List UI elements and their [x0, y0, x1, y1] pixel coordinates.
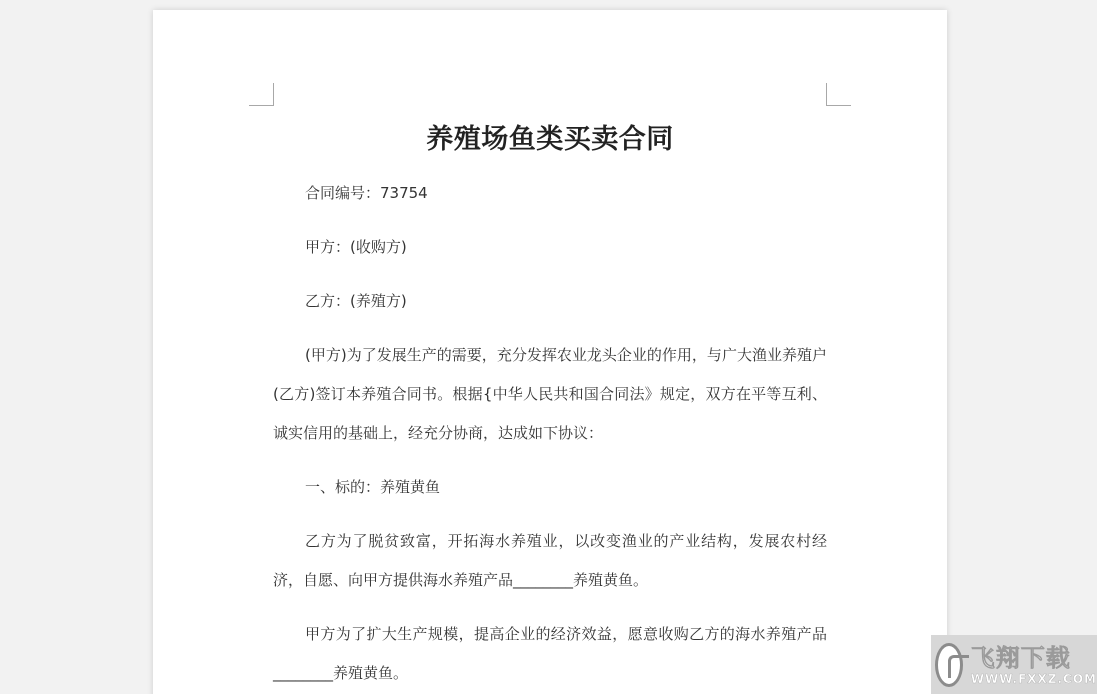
- document-title: 养殖场鱼类买卖合同: [426, 124, 674, 155]
- watermark-text: [971, 644, 1097, 686]
- watermark-text-cn: 飞翔下载: [970, 643, 1071, 672]
- party-b: 乙方：(养殖方): [305, 292, 407, 310]
- document-body: [273, 118, 827, 693]
- contract-number: 合同编号：73754: [305, 184, 428, 202]
- document-page: [153, 10, 947, 694]
- preamble-paragraph: (甲方)为了发展生产的需要，充分发挥农业龙头企业的作用，与广大渔业养殖户(乙方)签订本养殖合同书。根据{中华人民共和国合同法》规定，双方在平等互利、诚实信用的基础上，经充分协商，达成如下协议：: [273, 346, 827, 442]
- party-a-paragraph: 甲方为了扩大生产规模，提高企业的经济效益，愿意收购乙方的海水养殖产品________养殖黄鱼。: [273, 625, 827, 682]
- party-a: 甲方：(收购方): [305, 238, 407, 256]
- section-heading-subject: 一、标的：养殖黄鱼: [305, 478, 441, 496]
- crop-mark-top-left: [249, 83, 274, 106]
- crop-mark-top-right: [826, 83, 851, 106]
- watermark-text-en: WWW.FXXZ.COM: [970, 671, 1097, 686]
- party-b-paragraph: 乙方为了脱贫致富，开拓海水养殖业，以改变渔业的产业结构，发展农村经济，自愿、向甲方提供海水养殖产品________养殖黄鱼。: [273, 532, 827, 589]
- fxxz-logo-icon: [935, 643, 963, 687]
- site-watermark: [931, 635, 1097, 694]
